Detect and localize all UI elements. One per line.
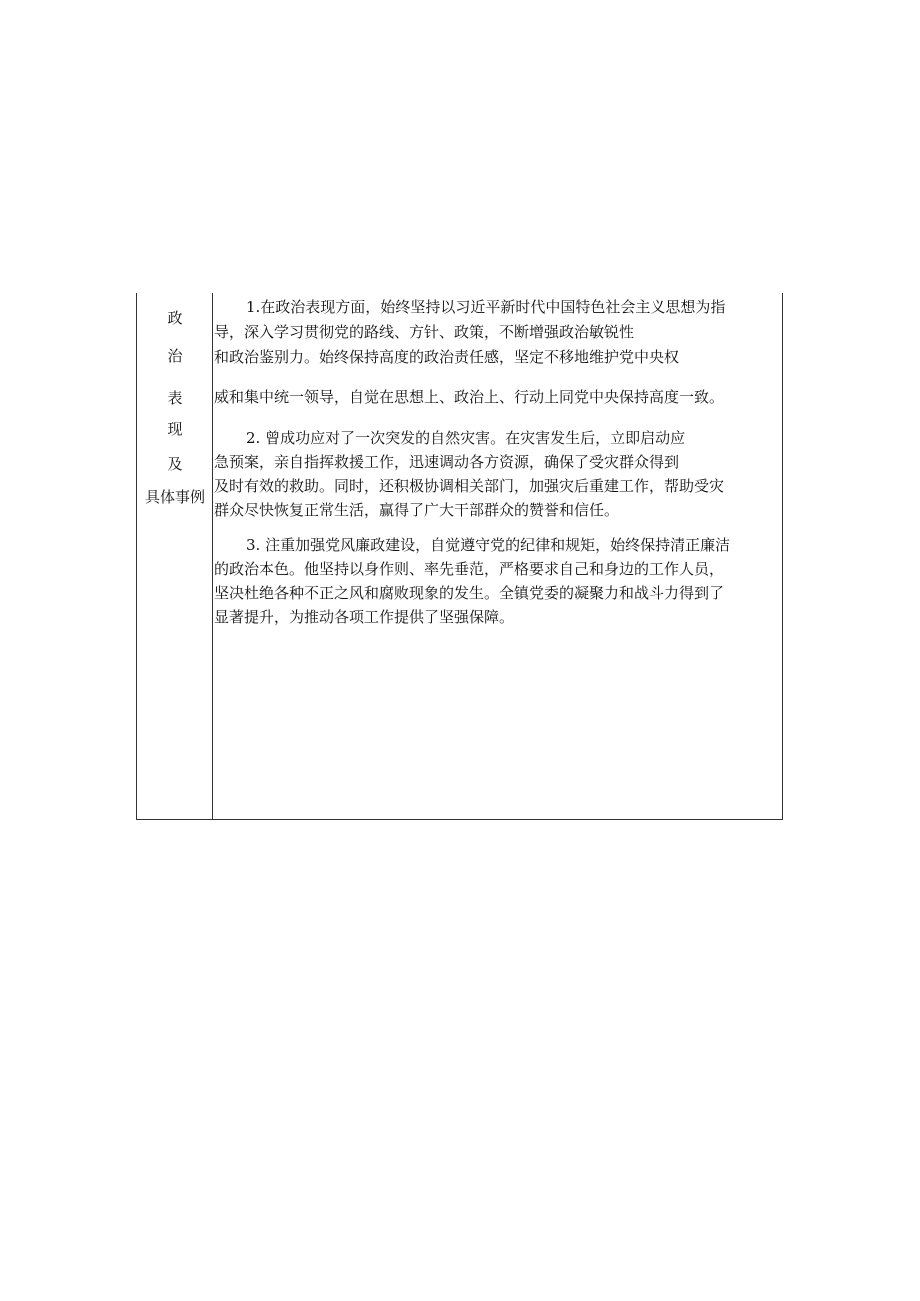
row-label-char: 政 bbox=[167, 309, 183, 327]
row-label-text: 具体事例 bbox=[144, 488, 205, 506]
paragraph-line: 急预案，亲自指挥救援工作，迅速调动各方资源，确保了受灾群众得到 bbox=[214, 453, 680, 471]
paragraph-line: 导，深入学习贯彻党的路线、方针、政策，不断增强政治敏锐性 bbox=[214, 323, 635, 341]
paragraph-line: 和政治鉴别力。始终保持高度的政治责任感，坚定不移地维护党中央权 bbox=[214, 348, 680, 366]
paragraph-line: 2. 曾成功应对了一次突发的自然灾害。在灾害发生后，立即启动应 bbox=[246, 429, 686, 447]
row-label-char: 及 bbox=[167, 455, 183, 473]
paragraph-line: 1.在政治表现方面，始终坚持以习近平新时代中国特色社会主义思想为指 bbox=[246, 298, 726, 316]
row-label-char: 治 bbox=[167, 347, 183, 365]
paragraph-line: 及时有效的救助。同时，还积极协调相关部门，加强灾后重建工作，帮助受灾 bbox=[214, 477, 725, 495]
paragraph-line: 显著提升，为推动各项工作提供了坚强保障。 bbox=[214, 608, 515, 626]
paragraph-line: 群众尽快恢复正常生活，赢得了广大干部群众的赞誉和信任。 bbox=[214, 501, 620, 519]
row-label-char: 现 bbox=[167, 420, 183, 438]
political-performance-table bbox=[136, 293, 783, 820]
row-label-char: 表 bbox=[167, 389, 183, 407]
row-label-cell bbox=[137, 293, 213, 819]
paragraph-line: 的政治本色。他坚持以身作则、率先垂范，严格要求自己和身边的工作人员， bbox=[214, 560, 725, 578]
paragraph-line: 坚决杜绝各种不正之风和腐败现象的发生。全镇党委的凝聚力和战斗力得到了 bbox=[214, 584, 725, 602]
paragraph-line: 威和集中统一领导，自觉在思想上、政治上、行动上同党中央保持高度一致。 bbox=[214, 388, 725, 406]
paragraph-line: 3. 注重加强党风廉政建设，自觉遵守党的纪律和规矩，始终保持清正廉洁 bbox=[246, 536, 731, 554]
content-cell bbox=[214, 293, 782, 819]
